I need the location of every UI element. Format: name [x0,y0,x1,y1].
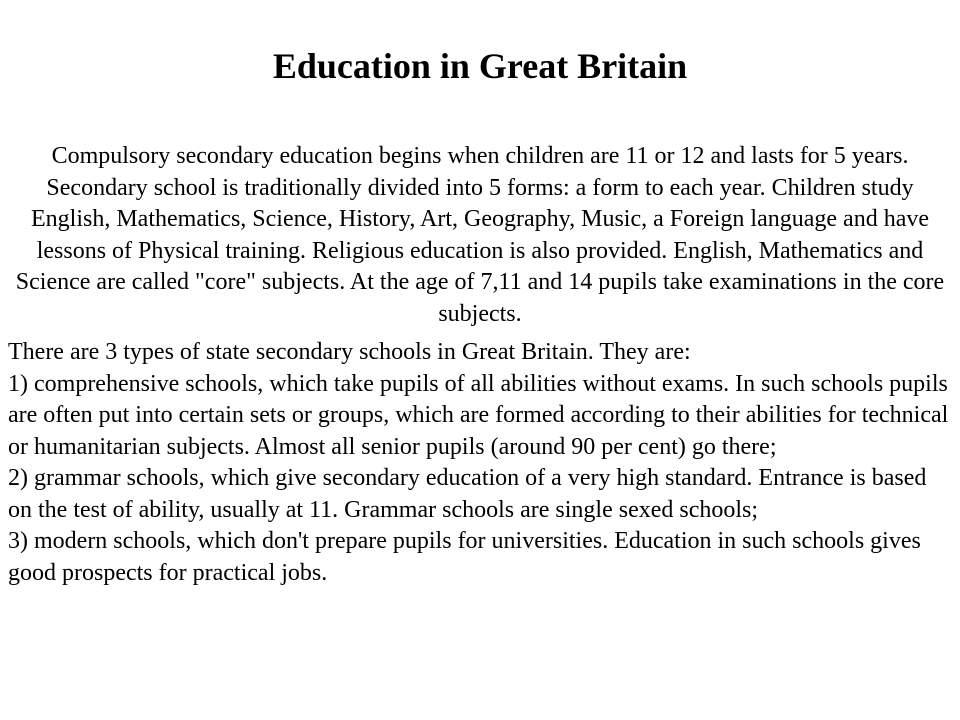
types-intro-paragraph: There are 3 types of state secondary schools in Great Britain. They are: [8,339,691,365]
comprehensive-schools-paragraph: 1) comprehensive schools, which take pupils of all abilities without exams. In such schools pupils are often put into certain sets or groups, which are formed according to their abilities for technical or humanitarian subjects. Almost all senior pupils (around 90 per cent) go there; [8,370,949,460]
intro-paragraph: Compulsory secondary education begins when children are 11 or 12 and lasts for 5 years. Secondary school is traditionally divided into 5 forms: a form to each year. Children study English, Mathematics, Science, History, Art, Geography, Music, a Foreign language and have lessons of Physical training. Religious education is also provided. English, Mathematics and Science are called "core" subjects. At the age of 7,11 and 14 pupils take examinations in the core subjects. [15,143,945,327]
modern-schools-paragraph: 3) modern schools, which don't prepare pupils for universities. Education in such schools gives good prospects for practical jobs. [8,528,921,586]
body-text [8,337,956,589]
grammar-schools-paragraph: 2) grammar schools, which give secondary education of a very high standard. Entrance is based on the test of ability, usually at 11. Grammar schools are single sexed schools; [8,465,927,523]
slide-title: Education in Great Britain [272,46,688,86]
